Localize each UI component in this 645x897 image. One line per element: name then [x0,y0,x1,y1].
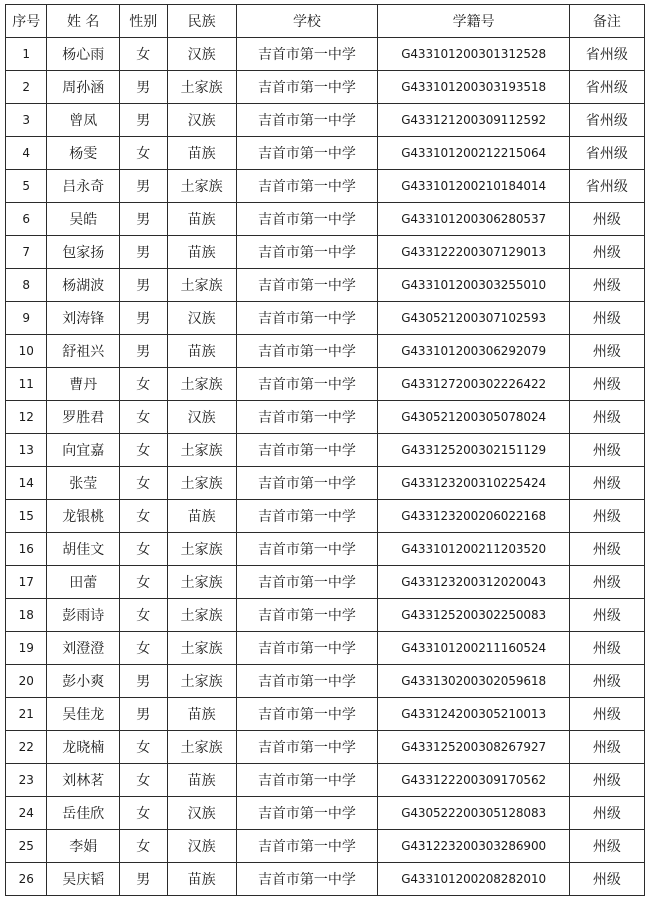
cell-school: 吉首市第一中学 [236,335,378,368]
cell-name: 吕永奇 [47,170,119,203]
cell-student-id: G433130200302059618 [378,665,569,698]
cell-student-id: G433125200302250083 [378,599,569,632]
cell-ethnicity: 土家族 [167,467,236,500]
cell-seq: 16 [6,533,47,566]
cell-name: 曾凤 [47,104,119,137]
cell-student-id: G433101200211160524 [378,632,569,665]
header-school: 学校 [236,5,378,38]
cell-student-id: G433101200303255010 [378,269,569,302]
cell-student-id: G433125200308267927 [378,731,569,764]
cell-gender: 女 [119,599,167,632]
table-row [6,302,645,335]
cell-seq: 22 [6,731,47,764]
cell-seq: 26 [6,863,47,896]
cell-seq: 1 [6,38,47,71]
cell-note: 州级 [569,632,644,665]
header-seq: 序号 [6,5,47,38]
header-note: 备注 [569,5,644,38]
cell-ethnicity: 土家族 [167,434,236,467]
cell-school: 吉首市第一中学 [236,71,378,104]
table-row [6,434,645,467]
student-table [5,4,645,896]
table-row [6,170,645,203]
cell-gender: 女 [119,566,167,599]
cell-student-id: G430522200305128083 [378,797,569,830]
cell-student-id: G433122200307129013 [378,236,569,269]
cell-name: 刘林茗 [47,764,119,797]
cell-school: 吉首市第一中学 [236,401,378,434]
cell-student-id: G433101200210184014 [378,170,569,203]
cell-school: 吉首市第一中学 [236,203,378,236]
cell-gender: 女 [119,500,167,533]
cell-note: 州级 [569,335,644,368]
cell-gender: 女 [119,368,167,401]
cell-note: 州级 [569,698,644,731]
cell-name: 胡佳文 [47,533,119,566]
table-header-row [6,5,645,38]
cell-name: 刘澄澄 [47,632,119,665]
cell-ethnicity: 土家族 [167,566,236,599]
cell-school: 吉首市第一中学 [236,830,378,863]
cell-seq: 10 [6,335,47,368]
cell-ethnicity: 汉族 [167,302,236,335]
cell-note: 省州级 [569,170,644,203]
cell-school: 吉首市第一中学 [236,500,378,533]
cell-seq: 17 [6,566,47,599]
cell-name: 周孙涵 [47,71,119,104]
cell-gender: 男 [119,863,167,896]
cell-seq: 4 [6,137,47,170]
cell-school: 吉首市第一中学 [236,269,378,302]
cell-school: 吉首市第一中学 [236,434,378,467]
cell-school: 吉首市第一中学 [236,599,378,632]
cell-ethnicity: 汉族 [167,104,236,137]
cell-gender: 男 [119,203,167,236]
cell-seq: 5 [6,170,47,203]
cell-note: 州级 [569,203,644,236]
cell-student-id: G433101200212215064 [378,137,569,170]
cell-student-id: G433101200208282010 [378,863,569,896]
cell-gender: 女 [119,797,167,830]
cell-ethnicity: 汉族 [167,401,236,434]
cell-seq: 7 [6,236,47,269]
cell-gender: 男 [119,302,167,335]
table-row [6,104,645,137]
cell-seq: 8 [6,269,47,302]
cell-ethnicity: 土家族 [167,368,236,401]
cell-note: 省州级 [569,104,644,137]
cell-seq: 15 [6,500,47,533]
cell-gender: 女 [119,38,167,71]
cell-name: 龙晓楠 [47,731,119,764]
cell-ethnicity: 苗族 [167,863,236,896]
cell-school: 吉首市第一中学 [236,698,378,731]
cell-name: 杨湖波 [47,269,119,302]
cell-gender: 女 [119,731,167,764]
cell-seq: 23 [6,764,47,797]
cell-seq: 11 [6,368,47,401]
table-row [6,731,645,764]
table-body [6,38,645,896]
cell-seq: 20 [6,665,47,698]
cell-note: 州级 [569,467,644,500]
cell-ethnicity: 苗族 [167,137,236,170]
cell-name: 彭小爽 [47,665,119,698]
cell-note: 州级 [569,236,644,269]
cell-name: 向宜嘉 [47,434,119,467]
cell-seq: 3 [6,104,47,137]
table-row [6,368,645,401]
cell-gender: 男 [119,71,167,104]
cell-note: 州级 [569,434,644,467]
cell-school: 吉首市第一中学 [236,302,378,335]
cell-ethnicity: 土家族 [167,533,236,566]
cell-student-id: G433122200309170562 [378,764,569,797]
cell-gender: 男 [119,170,167,203]
cell-student-id: G433127200302226422 [378,368,569,401]
header-ethnicity: 民族 [167,5,236,38]
cell-ethnicity: 土家族 [167,170,236,203]
cell-seq: 2 [6,71,47,104]
cell-ethnicity: 土家族 [167,71,236,104]
cell-gender: 女 [119,434,167,467]
cell-name: 彭雨诗 [47,599,119,632]
cell-seq: 12 [6,401,47,434]
cell-school: 吉首市第一中学 [236,632,378,665]
cell-ethnicity: 汉族 [167,38,236,71]
header-name: 姓 名 [47,5,119,38]
table-row [6,401,645,434]
cell-student-id: G433123200206022168 [378,500,569,533]
cell-school: 吉首市第一中学 [236,533,378,566]
cell-ethnicity: 苗族 [167,698,236,731]
cell-name: 包家扬 [47,236,119,269]
cell-note: 州级 [569,797,644,830]
cell-note: 省州级 [569,137,644,170]
cell-ethnicity: 土家族 [167,665,236,698]
cell-school: 吉首市第一中学 [236,170,378,203]
cell-ethnicity: 苗族 [167,335,236,368]
table-row [6,698,645,731]
table-row [6,236,645,269]
cell-note: 省州级 [569,71,644,104]
cell-note: 州级 [569,269,644,302]
cell-note: 州级 [569,500,644,533]
table-row [6,566,645,599]
table-row [6,632,645,665]
header-gender: 性别 [119,5,167,38]
cell-name: 吴佳龙 [47,698,119,731]
cell-seq: 19 [6,632,47,665]
cell-school: 吉首市第一中学 [236,566,378,599]
cell-name: 吴皓 [47,203,119,236]
cell-ethnicity: 土家族 [167,599,236,632]
cell-name: 岳佳欣 [47,797,119,830]
table-row [6,533,645,566]
table-row [6,863,645,896]
header-student-id: 学籍号 [378,5,569,38]
cell-student-id: G433101200306280537 [378,203,569,236]
cell-gender: 女 [119,401,167,434]
cell-ethnicity: 土家族 [167,632,236,665]
table-row [6,38,645,71]
cell-note: 州级 [569,533,644,566]
cell-student-id: G430521200307102593 [378,302,569,335]
cell-seq: 14 [6,467,47,500]
cell-seq: 24 [6,797,47,830]
cell-name: 杨心雨 [47,38,119,71]
cell-note: 州级 [569,566,644,599]
student-list-document [5,4,645,896]
table-row [6,500,645,533]
cell-student-id: G433123200310225424 [378,467,569,500]
cell-gender: 男 [119,104,167,137]
cell-seq: 6 [6,203,47,236]
table-row [6,71,645,104]
cell-ethnicity: 苗族 [167,764,236,797]
cell-ethnicity: 苗族 [167,236,236,269]
cell-school: 吉首市第一中学 [236,764,378,797]
cell-note: 省州级 [569,38,644,71]
table-row [6,830,645,863]
cell-gender: 男 [119,269,167,302]
cell-ethnicity: 汉族 [167,797,236,830]
cell-student-id: G433123200312020043 [378,566,569,599]
cell-school: 吉首市第一中学 [236,731,378,764]
cell-student-id: G431223200303286900 [378,830,569,863]
cell-student-id: G430521200305078024 [378,401,569,434]
cell-gender: 女 [119,764,167,797]
cell-student-id: G433101200211203520 [378,533,569,566]
cell-name: 田蕾 [47,566,119,599]
cell-name: 李娟 [47,830,119,863]
cell-gender: 男 [119,335,167,368]
cell-school: 吉首市第一中学 [236,236,378,269]
cell-ethnicity: 苗族 [167,500,236,533]
cell-student-id: G433121200309112592 [378,104,569,137]
cell-school: 吉首市第一中学 [236,137,378,170]
cell-seq: 21 [6,698,47,731]
table-row [6,335,645,368]
cell-note: 州级 [569,731,644,764]
cell-student-id: G433124200305210013 [378,698,569,731]
cell-student-id: G433101200301312528 [378,38,569,71]
cell-note: 州级 [569,665,644,698]
cell-gender: 女 [119,467,167,500]
table-row [6,269,645,302]
table-row [6,764,645,797]
cell-student-id: G433125200302151129 [378,434,569,467]
cell-name: 曹丹 [47,368,119,401]
cell-note: 州级 [569,401,644,434]
cell-ethnicity: 土家族 [167,731,236,764]
cell-name: 罗胜君 [47,401,119,434]
cell-ethnicity: 土家族 [167,269,236,302]
cell-name: 杨雯 [47,137,119,170]
cell-gender: 男 [119,665,167,698]
cell-gender: 女 [119,830,167,863]
cell-school: 吉首市第一中学 [236,368,378,401]
cell-student-id: G433101200306292079 [378,335,569,368]
cell-gender: 女 [119,137,167,170]
cell-name: 刘涛锋 [47,302,119,335]
cell-gender: 男 [119,236,167,269]
cell-name: 龙银桃 [47,500,119,533]
cell-note: 州级 [569,302,644,335]
table-row [6,665,645,698]
cell-gender: 女 [119,632,167,665]
cell-seq: 9 [6,302,47,335]
cell-note: 州级 [569,863,644,896]
cell-name: 吴庆韬 [47,863,119,896]
table-row [6,137,645,170]
cell-seq: 25 [6,830,47,863]
table-row [6,797,645,830]
cell-ethnicity: 汉族 [167,830,236,863]
cell-school: 吉首市第一中学 [236,467,378,500]
cell-school: 吉首市第一中学 [236,38,378,71]
table-row [6,599,645,632]
cell-school: 吉首市第一中学 [236,863,378,896]
cell-gender: 女 [119,533,167,566]
cell-gender: 男 [119,698,167,731]
table-row [6,467,645,500]
cell-note: 州级 [569,830,644,863]
cell-school: 吉首市第一中学 [236,665,378,698]
cell-name: 张莹 [47,467,119,500]
cell-note: 州级 [569,764,644,797]
table-row [6,203,645,236]
cell-seq: 18 [6,599,47,632]
cell-seq: 13 [6,434,47,467]
cell-student-id: G433101200303193518 [378,71,569,104]
cell-name: 舒祖兴 [47,335,119,368]
cell-note: 州级 [569,368,644,401]
cell-note: 州级 [569,599,644,632]
cell-ethnicity: 苗族 [167,203,236,236]
cell-school: 吉首市第一中学 [236,797,378,830]
cell-school: 吉首市第一中学 [236,104,378,137]
